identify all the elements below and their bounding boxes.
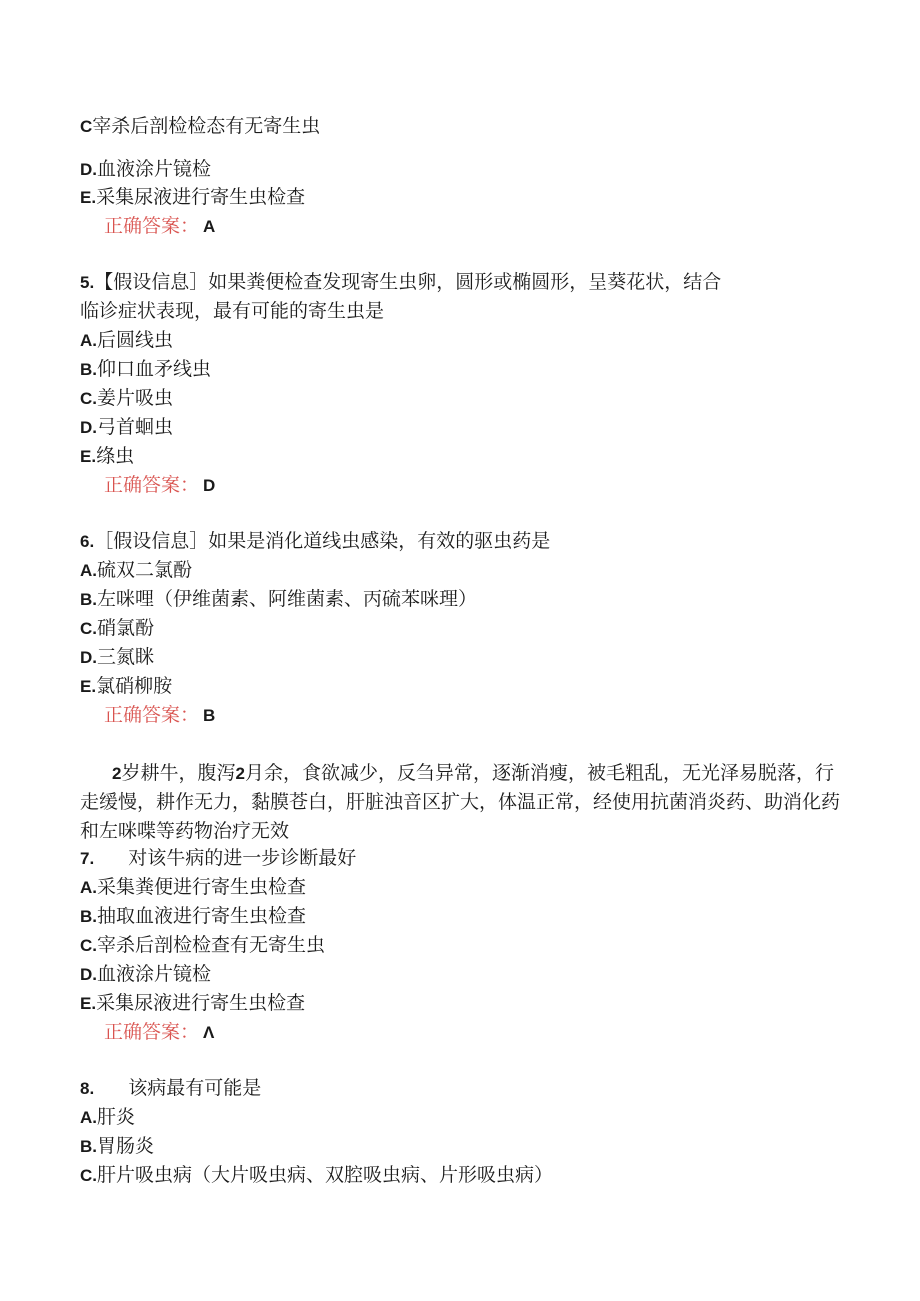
option-letter: E. <box>80 994 97 1013</box>
option-letter: C. <box>80 1166 97 1185</box>
option-b <box>80 904 306 929</box>
option-letter: C. <box>80 619 97 638</box>
answer-value: D <box>203 476 216 495</box>
option-text: 氯硝柳胺 <box>96 675 173 697</box>
question-text: 【假设信息］如果粪便检查发现寄生虫卵，圆形或椭圆形，呈葵花状，结合 <box>94 271 722 293</box>
option-letter: D. <box>80 418 97 437</box>
option-text: 绦虫 <box>96 445 135 467</box>
option-c <box>80 1163 553 1188</box>
option-letter: D. <box>80 965 97 984</box>
option-b <box>80 587 477 612</box>
answer-value: Λ <box>203 1023 215 1042</box>
option-letter: B. <box>80 1137 97 1156</box>
option-text: 仰口血矛线虫 <box>97 358 212 380</box>
option-text: 抽取血液进行寄生虫检查 <box>97 905 307 927</box>
option-e <box>80 444 134 469</box>
question-number: 5. <box>80 273 95 292</box>
option-c <box>80 616 154 641</box>
answer-label: 正确答案： <box>104 474 200 496</box>
question-5-stem-cont <box>80 299 384 323</box>
option-letter: A. <box>80 331 97 350</box>
option-letter: E. <box>80 188 97 207</box>
question-text: 该病最有可能是 <box>128 1077 262 1099</box>
question-8-stem <box>80 1076 261 1101</box>
correct-answer <box>104 1020 214 1045</box>
option-text: 后圆线虫 <box>97 329 174 351</box>
option-b <box>80 1134 154 1159</box>
option-text: 姜片吸虫 <box>97 387 174 409</box>
option-letter: A. <box>80 561 97 580</box>
answer-label: 正确答案： <box>104 1021 200 1043</box>
case-number: 2 <box>235 764 245 783</box>
option-letter: B. <box>80 590 97 609</box>
option-text: 血液涂片镜检 <box>97 963 212 985</box>
option-e <box>80 991 305 1016</box>
case-description <box>80 759 840 846</box>
option-letter: C. <box>80 936 97 955</box>
case-text: 月余，食欲减少，反刍异常，逐渐消瘦，被毛粗乱，无光泽易脱落，行走缓慢，耕作无力，黏膜苍白，肝脏浊音区扩大，体温正常，经使用抗菌消炎药、助消化药和左咪喋等药物治疗无效 <box>80 762 841 842</box>
correct-answer <box>104 473 215 498</box>
option-text: 硝氯酚 <box>97 617 155 639</box>
option-letter: C. <box>80 389 97 408</box>
option-letter: B. <box>80 360 97 379</box>
option-a <box>80 875 306 900</box>
question-number: 8. <box>80 1079 95 1098</box>
option-text: 弓首蛔虫 <box>97 416 174 438</box>
option-text: 采集尿液进行寄生虫检查 <box>96 186 306 208</box>
correct-answer <box>104 214 215 239</box>
option-d <box>80 157 211 182</box>
answer-value: A <box>203 217 216 236</box>
question-5-stem <box>80 270 721 295</box>
option-a <box>80 558 192 583</box>
option-letter: E. <box>80 447 97 466</box>
option-c <box>80 386 173 411</box>
option-c <box>80 114 320 139</box>
option-a <box>80 1105 135 1130</box>
question-7-stem <box>80 846 356 871</box>
question-number: 6. <box>80 532 95 551</box>
option-letter: A. <box>80 1108 97 1127</box>
option-letter: E. <box>80 677 97 696</box>
option-text: 左咪哩（伊维菌素、阿维菌素、丙硫苯咪理） <box>97 588 478 610</box>
option-c <box>80 933 325 958</box>
option-letter: D. <box>80 648 97 667</box>
question-text: 对该牛病的进一步诊断最好 <box>128 847 357 869</box>
option-text: 胃肠炎 <box>97 1135 155 1157</box>
option-text: 血液涂片镜检 <box>97 158 212 180</box>
option-text: 采集尿液进行寄生虫检查 <box>96 992 306 1014</box>
option-text: 三氮眯 <box>97 646 155 668</box>
option-e <box>80 674 172 699</box>
question-text: 临诊症状表现，最有可能的寄生虫是 <box>80 300 385 322</box>
option-text: 肝炎 <box>97 1106 136 1128</box>
answer-label: 正确答案： <box>104 704 200 726</box>
option-text: 硫双二氯酚 <box>97 559 193 581</box>
answer-value: B <box>203 706 216 725</box>
option-text: 宰杀后剖检检查有无寄生虫 <box>97 934 326 956</box>
option-b <box>80 357 211 382</box>
option-text: 宰杀后剖检检态有无寄生虫 <box>92 115 321 137</box>
option-text: 肝片吸虫病（大片吸虫病、双腔吸虫病、片形吸虫病） <box>97 1164 554 1186</box>
option-letter: A. <box>80 878 97 897</box>
option-letter: C <box>80 117 93 136</box>
question-number: 7. <box>80 849 95 868</box>
option-d <box>80 645 154 670</box>
option-letter: D. <box>80 160 97 179</box>
option-d <box>80 415 173 440</box>
question-6-stem <box>80 529 550 554</box>
question-text: ［假设信息］如果是消化道线虫感染，有效的驱虫药是 <box>94 530 551 552</box>
option-a <box>80 328 173 353</box>
answer-label: 正确答案： <box>104 215 200 237</box>
option-letter: B. <box>80 907 97 926</box>
correct-answer <box>104 703 215 728</box>
case-text: 岁耕牛，腹泻 <box>121 762 236 784</box>
option-text: 采集粪便进行寄生虫检查 <box>97 876 307 898</box>
option-d <box>80 962 211 987</box>
case-number: 2 <box>112 764 122 783</box>
option-e <box>80 185 305 210</box>
